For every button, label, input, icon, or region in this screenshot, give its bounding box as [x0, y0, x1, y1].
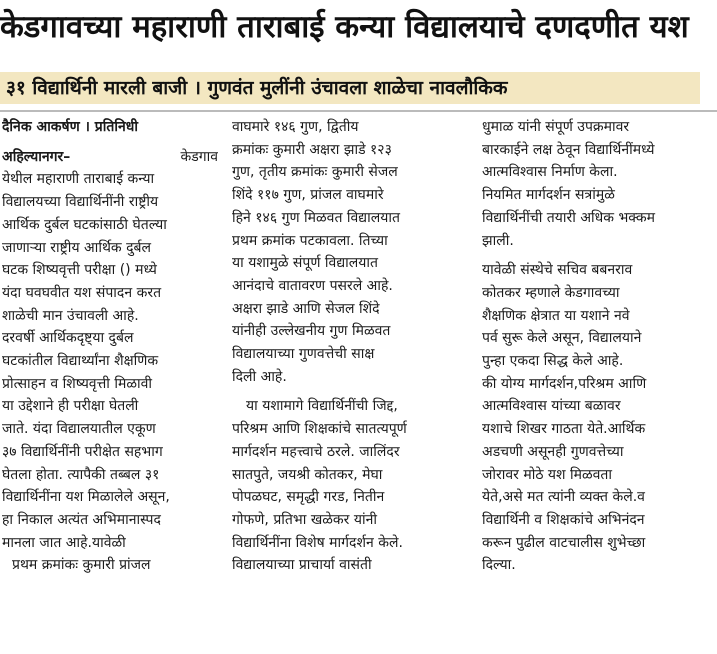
column-line: प्रथम क्रमांकः कुमारी प्रांजल — [12, 557, 151, 574]
column-line: यावेळी संस्थेचे सचिव बबनराव — [482, 262, 633, 279]
column-line: विद्यार्थिनी व शिक्षकांचे अभिनंदन — [482, 511, 645, 528]
column-line: विद्यार्थिनींना विशेष मार्गदर्शन केले. — [232, 534, 403, 551]
byline: दैनिक आकर्षण । प्रतिनिधी — [2, 119, 138, 135]
column-line: अडचणी असूनही गुणवत्तेच्या — [482, 443, 624, 460]
column-line: घेतला होता. त्यापैकी तब्बल ३१ — [2, 466, 160, 483]
spacer — [2, 139, 218, 146]
spacer — [232, 388, 458, 395]
column-line: वाघमारे १४६ गुण, द्वितीय — [232, 119, 359, 135]
article-column-1 — [2, 116, 218, 577]
column-line: घटकांतील विद्यार्थ्यांना शैक्षणिक — [2, 353, 159, 370]
column-line: हिने १४६ गुण मिळवत विद्यालयात — [232, 209, 400, 226]
column-line: येथील महाराणी ताराबाई कन्या — [2, 171, 155, 188]
column-line: शाळेची मान उंचावली आहे. — [2, 307, 139, 324]
article-subheadline: ३१ विद्यार्थिनी मारली बाजी । गुणवंत मुलींनी उंचावला शाळेचा नावलौकिक — [6, 77, 508, 99]
column-line: जाणाऱ्या राष्ट्रीय आर्थिक दुर्बल — [2, 239, 152, 256]
column-line: आत्मविश्वास यांच्या बळावर — [482, 398, 621, 415]
article-column-2 — [232, 116, 458, 577]
column-line: केडगाव — [180, 148, 218, 165]
column-line: विद्यालयाच्या प्राचार्या वासंती — [232, 557, 372, 574]
column-line: प्रोत्साहन व शिष्यवृत्ती मिळावी — [2, 375, 153, 392]
article-headline: केडगावच्या महाराणी ताराबाई कन्या विद्यालयाचे दणदणीत यश — [0, 9, 689, 45]
column-line: ३७ विद्यार्थिनींनी परीक्षेत सहभाग — [2, 443, 163, 460]
column-line: धुमाळ यांनी संपूर्ण उपक्रमावर — [482, 119, 630, 135]
column-line: प्रथम क्रमांक पटकावला. तिच्या — [232, 232, 388, 249]
column-line: गुण, तृतीय क्रमांकः कुमारी सेजल — [232, 164, 398, 181]
column-line: या उद्देशाने ही परीक्षा घेतली — [2, 398, 139, 415]
column-line: विद्यार्थिनींना यश मिळालेले असून, — [2, 489, 170, 506]
column-line: विद्यालयाच्या गुणवत्तेची साक्ष — [232, 346, 375, 363]
dateline: अहिल्यानगर– — [2, 148, 71, 165]
column-line: जोरावर मोठे यश मिळवता — [482, 466, 613, 483]
column-line: की योग्य मार्गदर्शन,परिश्रम आणि — [482, 375, 647, 392]
column-line: शैक्षणिक क्षेत्रात या यशाने नवे — [482, 307, 630, 324]
column-line: शिंदे ११७ गुण, प्रांजल वाघमारे — [232, 187, 384, 204]
column-line: घटक शिष्यवृत्ती परीक्षा () मध्ये — [2, 262, 157, 279]
column-line: अक्षरा झाडे आणि सेजल शिंदे — [232, 300, 380, 317]
column-line: नियमित मार्गदर्शन सत्रांमुळे — [482, 187, 615, 204]
column-line: या यशामागे विद्यार्थिनींची जिद्द, — [246, 398, 398, 415]
column-line: आत्मविश्वास निर्माण केला. — [482, 164, 618, 181]
column-line: क्रमांकः कुमारी अक्षरा झाडे १२३ — [232, 141, 392, 158]
column-line: विद्यार्थिनींची तयारी अधिक भक्कम — [482, 209, 656, 226]
divider — [0, 110, 717, 112]
column-line: दरवर्षी आर्थिकदृष्ट्या दुर्बल — [2, 330, 134, 347]
article-column-3 — [482, 116, 701, 577]
column-line: मार्गदर्शन महत्त्वाचे ठरले. जालिंदर — [232, 443, 400, 460]
column-line: दिल्या. — [482, 557, 516, 574]
column-line: परिश्रम आणि शिक्षकांचे सातत्यपूर्ण — [232, 421, 407, 438]
column-line: पोपळघट, समृद्धी गरड, नितीन — [232, 489, 385, 506]
column-line: सातपुते, जयश्री कोतकर, मेघा — [232, 466, 383, 483]
column-line: मानला जात आहे.यावेळी — [2, 534, 126, 551]
column-line: यंदा घवघवीत यश संपादन करत — [2, 284, 162, 301]
column-line: विद्यालयच्या विद्यार्थिनींनी राष्ट्रीय — [2, 194, 159, 211]
column-line: या यशामुळे संपूर्ण विद्यालयात — [232, 255, 378, 272]
column-line: यशाचे शिखर गाठता येते.आर्थिक — [482, 421, 646, 438]
spacer — [482, 252, 701, 259]
column-line: कोतकर म्हणाले केडगावच्या — [482, 284, 620, 301]
dateline-row — [2, 146, 218, 169]
column-line: यांनीही उल्लेखनीय गुण मिळवत — [232, 323, 391, 340]
column-line: बारकाईने लक्ष ठेवून विद्यार्थिनींमध्ये — [482, 141, 655, 158]
column-line: दिली आहे. — [232, 368, 287, 385]
column-line: येते,असे मत त्यांनी व्यक्त केले.व — [482, 489, 645, 506]
column-line: पुन्हा एकदा सिद्ध केले आहे. — [482, 353, 624, 370]
column-line: हा निकाल अत्यंत अभिमानास्पद — [2, 511, 161, 528]
column-line: गोफणे, प्रतिभा खळेकर यांनी — [232, 511, 377, 528]
column-line: आनंदाचे वातावरण पसरले आहे. — [232, 277, 393, 294]
column-line: झाली. — [482, 232, 514, 249]
column-line: करून पुढील वाटचालीस शुभेच्छा — [482, 534, 646, 551]
column-line: पर्व सुरू केले असून, विद्यालयाने — [482, 330, 642, 347]
column-line: आर्थिक दुर्बल घटकांसाठी घेतल्या — [2, 216, 167, 233]
column-line: जाते. यंदा विद्यालयातील एकूण — [2, 421, 156, 438]
